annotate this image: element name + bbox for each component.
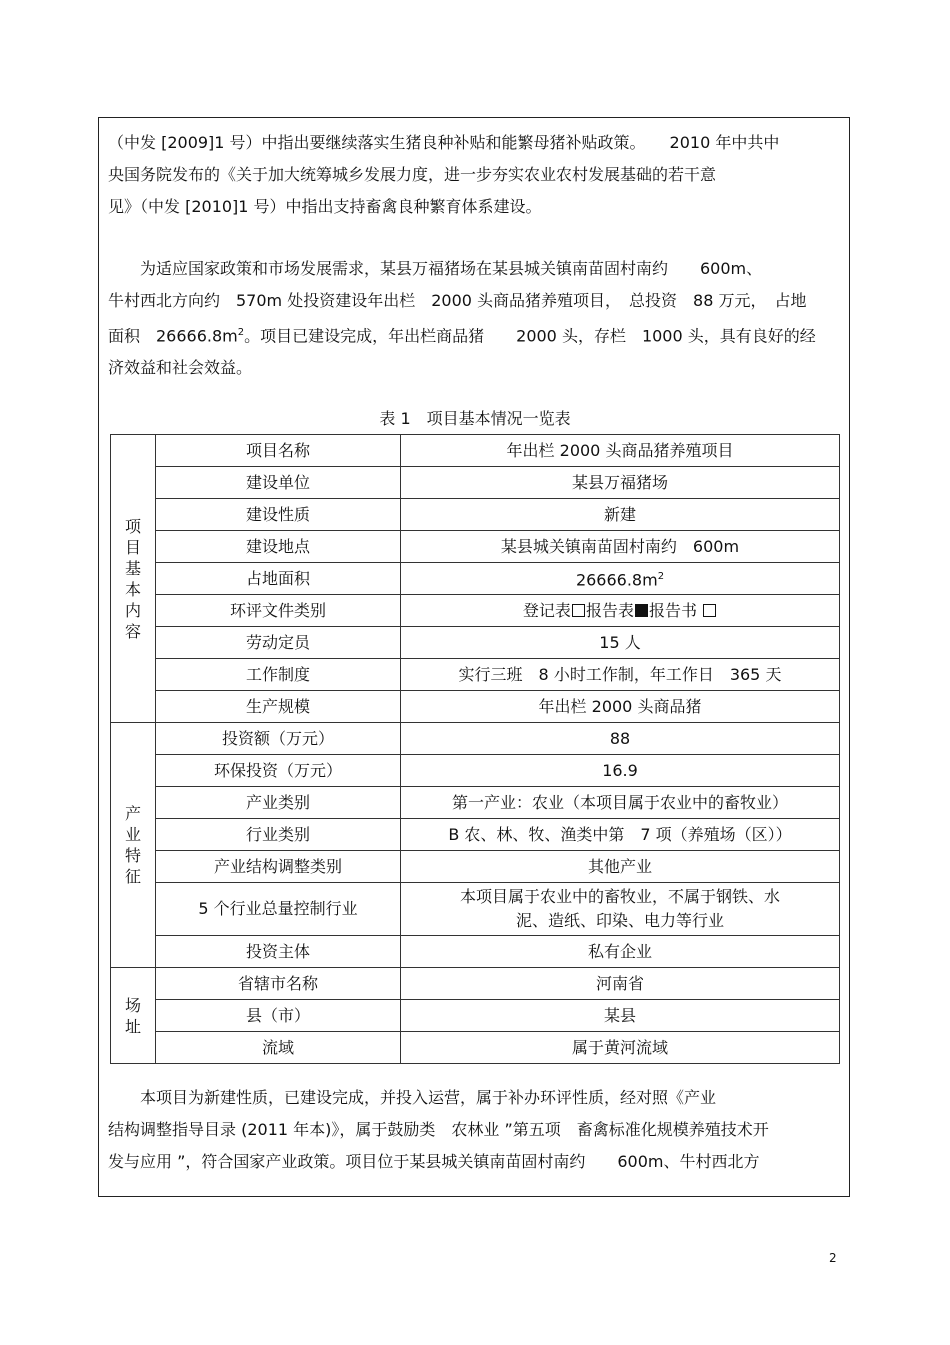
paragraph-policy-compliance — [108, 1082, 843, 1178]
table-row — [111, 659, 840, 691]
row-label: 行业类别 — [156, 819, 401, 851]
row-value: 某县 — [401, 1000, 840, 1032]
row-label: 项目名称 — [156, 435, 401, 467]
row-value: 实行三班 8 小时工作制，年工作日 365 天 — [401, 659, 840, 691]
text-line: 为适应国家政策和市场发展需求，某县万福猪场在某县城关镇南苗固村南约 600m、 — [140, 259, 763, 278]
row-value: 河南省 — [401, 968, 840, 1000]
table-row — [111, 595, 840, 627]
table-row — [111, 723, 840, 755]
project-info-table — [110, 434, 840, 1064]
category-char: 业 — [124, 825, 141, 844]
value-line: 本项目属于农业中的畜牧业，不属于钢铁、水 — [459, 887, 780, 906]
row-value: 16.9 — [401, 755, 840, 787]
row-value: 88 — [401, 723, 840, 755]
table-row — [111, 531, 840, 563]
table-row — [111, 968, 840, 1000]
row-label: 投资主体 — [156, 936, 401, 968]
category-char: 本 — [124, 579, 141, 599]
row-value: 第一产业：农业（本项目属于农业中的畜牧业） — [401, 787, 840, 819]
row-value: B 农、林、牧、渔类中第 7 项（养殖场（区）） — [401, 819, 840, 851]
row-value — [401, 595, 840, 627]
category-char: 址 — [124, 1016, 141, 1036]
checkbox-icon[interactable] — [572, 604, 585, 617]
page-number: 2 — [829, 1251, 837, 1265]
row-label: 省辖市名称 — [156, 968, 401, 1000]
row-label: 生产规模 — [156, 691, 401, 723]
superscript: 2 — [237, 327, 245, 338]
text-line: 济效益和社会效益。 — [108, 358, 253, 378]
category-char: 容 — [124, 621, 141, 641]
option-label: 报告书 — [648, 600, 697, 620]
category-char: 项 — [124, 516, 141, 536]
row-value: 某县城关镇南苗固村南约 600m — [401, 531, 840, 563]
text-line: 牛村西北方向约 570m 处投资建设年出栏 2000 头商品猪养殖项目， 总投资 88 万元， 占地 — [108, 291, 807, 310]
table-row — [111, 1000, 840, 1032]
category-char: 产 — [124, 804, 141, 823]
row-value — [401, 883, 840, 936]
row-label: 建设地点 — [156, 531, 401, 563]
row-value: 属于黄河流域 — [401, 1032, 840, 1064]
table-row — [111, 499, 840, 531]
table-row — [111, 851, 840, 883]
row-label: 流域 — [156, 1032, 401, 1064]
text-line: 发与应用 ”，符合国家产业政策。项目位于某县城关镇南苗固村南约 600m、牛村西北方 — [108, 1152, 760, 1171]
category-char: 征 — [124, 867, 141, 886]
row-label: 建设性质 — [156, 499, 401, 531]
row-label: 劳动定员 — [156, 627, 401, 659]
category-char: 特 — [124, 846, 141, 865]
superscript: 2 — [657, 570, 665, 582]
row-label: 工作制度 — [156, 659, 401, 691]
table-row — [111, 819, 840, 851]
table-row — [111, 883, 840, 936]
row-label: 环保投资（万元） — [156, 755, 401, 787]
row-value: 15 人 — [401, 627, 840, 659]
row-value: 年出栏 2000 头商品猪 — [401, 691, 840, 723]
table-row — [111, 563, 840, 595]
row-label: 占地面积 — [156, 563, 401, 595]
text-line: 本项目为新建性质，已建设完成，并投入运营，属于补办环评性质，经对照《产业 — [140, 1088, 717, 1107]
value-line: 泥、造纸、印染、电力等行业 — [515, 911, 724, 930]
table-row — [111, 627, 840, 659]
table-row — [111, 435, 840, 467]
table-caption: 表 1 项目基本情况一览表 — [379, 409, 571, 428]
row-value: 某县万福猪场 — [401, 467, 840, 499]
row-label: 产业结构调整类别 — [156, 851, 401, 883]
table-row — [111, 787, 840, 819]
category-cell — [111, 435, 156, 723]
table-row — [111, 1032, 840, 1064]
row-label: 环评文件类别 — [156, 595, 401, 627]
category-cell — [111, 968, 156, 1064]
row-label: 投资额（万元） — [156, 723, 401, 755]
table-row — [111, 467, 840, 499]
table-row — [111, 755, 840, 787]
category-cell — [111, 723, 156, 968]
category-char: 内 — [124, 600, 141, 620]
paragraph-policy — [108, 127, 843, 223]
row-label: 5 个行业总量控制行业 — [156, 883, 401, 936]
checkbox-icon[interactable] — [703, 604, 716, 617]
row-value: 私有企业 — [401, 936, 840, 968]
category-char: 场 — [124, 995, 141, 1015]
text-line: 结构调整指导目录 (2011 年本)》，属于鼓励类 农林业 ”第五项 畜禽标准化规模养殖技术开 — [108, 1120, 769, 1139]
row-value: 新建 — [401, 499, 840, 531]
area-value: 26666.8m — [575, 570, 658, 590]
row-value — [401, 563, 840, 595]
row-value: 其他产业 — [401, 851, 840, 883]
row-label: 县（市） — [156, 1000, 401, 1032]
option-label: 登记表 — [522, 600, 571, 620]
text-line: （中发 [2009]1 号）中指出要继续落实生猪良种补贴和能繁母猪补贴政策。 2010 年中共中 — [108, 133, 780, 152]
text-line — [108, 317, 843, 352]
area-text: 面积 26666.8m — [108, 326, 238, 346]
checkbox-checked-icon[interactable] — [635, 604, 648, 617]
paragraph-project-intro — [108, 253, 843, 384]
table-row — [111, 936, 840, 968]
row-value: 年出栏 2000 头商品猪养殖项目 — [401, 435, 840, 467]
table-row — [111, 691, 840, 723]
text-fragment: 。项目已建设完成，年出栏商品猪 2000 头，存栏 1000 头，具有良好的经 — [244, 326, 816, 346]
row-label: 产业类别 — [156, 787, 401, 819]
option-label: 报告表 — [585, 600, 634, 620]
row-label: 建设单位 — [156, 467, 401, 499]
text-line: 央国务院发布的《关于加大统筹城乡发展力度，进一步夯实农业农村发展基础的若干意 — [108, 165, 717, 184]
text-line: 见》（中发 [2010]1 号）中指出支持畜禽良种繁育体系建设。 — [108, 197, 542, 216]
category-char: 基 — [124, 558, 141, 578]
category-char: 目 — [124, 537, 141, 557]
